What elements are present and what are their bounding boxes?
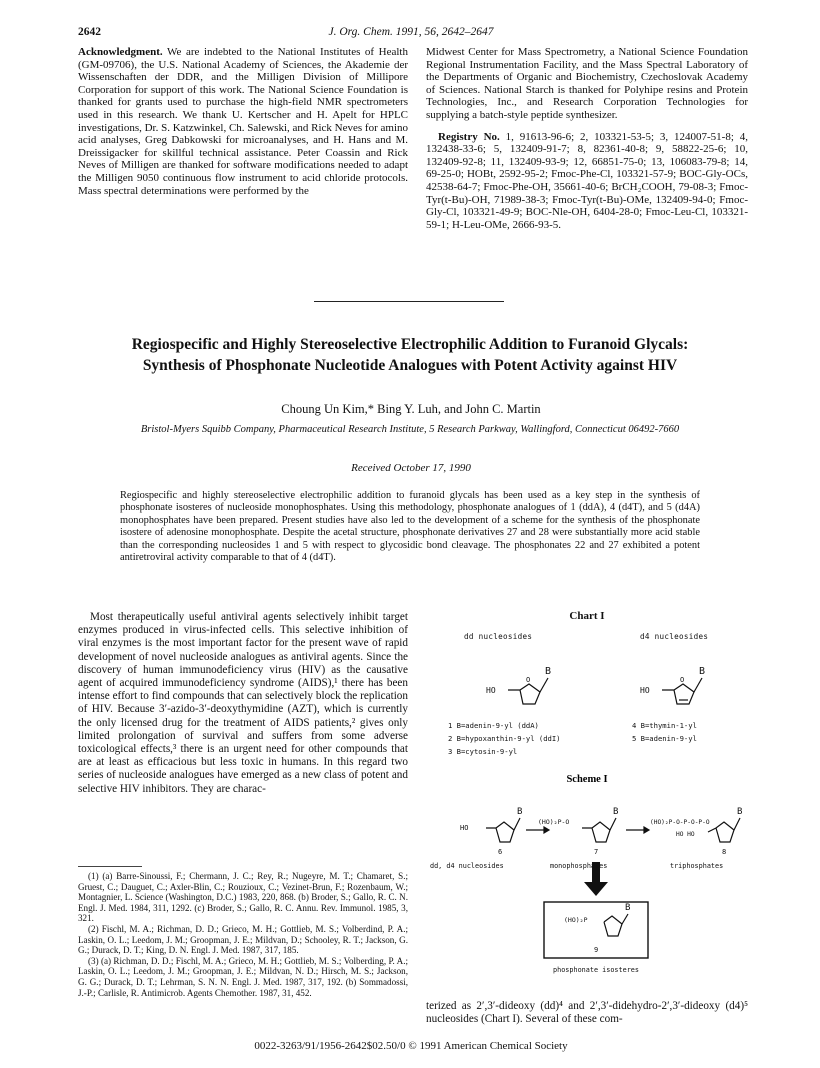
d4-ho-label: HO	[640, 686, 650, 695]
arrow-head-6-7	[544, 827, 549, 833]
dd-ring-bond	[508, 684, 540, 704]
acknowledgment-text: We are indebted to the National Institutes of Health (GM-09706), the U.S. National Academy of Sciences, the Akademie der Wissenschaften der DDR, and the Milligen Division of Millipore Corporation for support of this work. The National Science Foundation is thanked for grants used to purchase the high-field NMR spectrometers used in this research. We thank U. Kertscher and H. Apelt for HPLC investigations, Dr. S. Katzwinkel, Ch. Salewski, and Rick Neves for amino acid analyses, Greg Dabkowski for microanalyses, and H. Hans and M. Dreissigacker for skillful technical assistance. Peter Coassin and Rick Neves of Milligen are thanked for software modifications needed to adapt the Milligen 9050 continuous flow instrument to acid chloride protocols. Mass spectral determinations were performed by the	[78, 46, 408, 197]
label-monophosphates: monophosphates	[550, 862, 608, 870]
intro-paragraph: Most therapeutically useful antiviral agents selectively inhibit target enzymes produced in virus-infected cells. This selective inhibition of viral enzymes is the most important factor for the present wave of rapid development of novel nucleoside analogues as antiviral agents. Since the discovery of human immunodeficiency virus (HIV) as the causative agent of acquired immunodeficiency syndrome (AIDS),¹ there has been intense effort to find compounds that can selectively block the replication of HIV. Because 3′-azido-3′-deoxythymidine (AZT), which is currently the only licensed drug for the treatment of AIDS patients,² gives only limited prolongation of survival and suffers from some adverse toxicological effects,³ there is an urgent need for other compounds that are at least as efficacious but less toxic in humans. In this regard two series of nucleoside analogues have emerged as a new class of potent and selective HIV inhibitors. They are charac-	[78, 611, 408, 795]
dd-b-bond	[540, 678, 548, 692]
scheme-ho-labels: HO HO	[676, 831, 695, 838]
scheme-b-7: B	[613, 807, 619, 817]
article-title: Regiospecific and Highly Stereoselective Electrophilic Addition to Furanoid Glycals: Synthesis of Phosphonate Nucleotide Analogues with Potent Activity against HIV	[131, 336, 689, 374]
scheme-num-7: 7	[594, 848, 599, 856]
scheme-num-8: 8	[722, 848, 727, 856]
label-phosphonate-isosteres: phosphonate isosteres	[553, 966, 639, 974]
label-dd-d4: dd, d4 nucleosides	[430, 862, 504, 870]
footnote-1: (1) (a) Barre-Sinoussi, F.; Chermann, J. C.; Rey, R.; Nugeyre, M. T.; Chamaret, S.; Gruest, C.; Dauguet, C.; Axler-Blin, C.; Rouzioux, C.; Vezinet-Brun, F.; Rozenbaum, W.; Montagnier, L. Science (Washington, D.C.) 1983, 220, 868. (b) Broder, S.; Gallo, R. C. N. Engl. J. Med. 1984, 311, 1292. (c) Broder, S.; Gallo, R. C. Annu. Rev. Immunol. 1985, 3, 321.	[78, 871, 408, 924]
label-triphosphates: triphosphates	[670, 862, 724, 870]
footnote-2: (2) Fischl, M. A.; Richman, D. D.; Grieco, M. H.; Gottlieb, M. S.; Volberdind, P. A.; Laskin, O. L.; Leedom, J. M.; Groopman, J. E.; Mildvan, D.; Schooley, R. T.; Jackson, G. G.; Durack, D. T.; King, D. N. Engl. J. Med. 1987, 317, 185.	[78, 923, 408, 956]
scheme-b-bond-7	[610, 818, 616, 830]
scheme-ring-7	[582, 822, 610, 842]
dd-ho-label: HO	[486, 686, 496, 695]
d4-list-1: 4 B=thymin-1-yl	[632, 721, 697, 730]
phos-b: B	[625, 903, 631, 913]
acknowledgment-section	[78, 46, 408, 197]
dd-list-1: 1 B=adenin-9-yl (ddA)	[448, 721, 539, 730]
page-footer: 0022-3263/91/1956-2642$02.50/0 © 1991 American Chemical Society	[254, 1040, 568, 1052]
phos-num-9: 9	[594, 946, 599, 954]
right-column-top	[426, 46, 748, 231]
dd-list-3: 3 B=cytosin-9-yl	[448, 747, 518, 756]
d4-o-label: O	[680, 676, 685, 684]
chart-title: Chart I	[569, 610, 605, 622]
scheme-num-6: 6	[498, 848, 503, 856]
continuation-paragraph: terized as 2′,3′-dideoxy (dd)⁴ and 2′,3′-didehydro-2′,3′-dideoxy (d4)⁵ nucleosides (Chart I). Several of these com-	[426, 1000, 748, 1026]
scheme-b-6: B	[517, 807, 523, 817]
scheme-ring-8	[708, 822, 734, 842]
scheme-ring-6	[486, 822, 514, 842]
d4-b-bond	[694, 678, 702, 692]
scheme-b-8: B	[737, 807, 743, 817]
article-affiliation: Bristol-Myers Squibb Company, Pharmaceutical Research Institute, 5 Research Parkway, Wallingford, Connecticut 06492-7660	[140, 424, 680, 435]
dd-list-2: 2 B=hypoxanthin-9-yl (ddI)	[448, 734, 561, 743]
registry-heading: Registry No.	[438, 130, 500, 143]
b-bond-9	[622, 914, 628, 924]
arrow-head-7-8	[644, 827, 649, 833]
phos-prefix: (HO)₂P	[564, 916, 588, 924]
d4-ring-bond	[662, 684, 694, 704]
section-divider	[314, 301, 504, 302]
acknowledgment-continued: Midwest Center for Mass Spectrometry, a National Science Foundation Regional Instrumentation Facility, and the Mass Spectral Laboratory of the Departments of Organic and Biochemistry, Czechoslovak Academy of Sciences. National Starch is thanked for Polyhipe resins and Protein Technologies, Inc., and Research Corporation Technologies for supplying a batch-style peptide synthesizer.	[426, 46, 748, 121]
dd-o-label: O	[526, 676, 531, 684]
scheme-tri-prefix: (HO)₂P-O-P-O-P-O	[650, 819, 710, 826]
dd-b-label: B	[545, 666, 552, 677]
footnote-3: (3) (a) Richman, D. D.; Fischl, M. A.; Grieco, M. H.; Gottlieb, M. S.; Volberding, P. A.; Laskin, O. L.; Leedom, J. M.; Groopman, J. E.; Mildvan, N. D.; Hirsch, M. S.; Jackson, G. G.; Durack, D. T.; Lehrman, S. N. N. Engl. J. Med. 1987, 317, 192. (b) Sommadossi, J.-P.; Carlisle, R. Antimicrob. Agents Chemother. 1987, 31, 452.	[78, 955, 408, 998]
d4-list-2: 5 B=adenin-9-yl	[632, 734, 697, 743]
abstract: Regiospecific and highly stereoselective electrophilic addition to furanoid glycals has been used as a key step in the synthesis of phosphonate isosteres of nucleoside monophosphates. Using this methodology, phosphonate analogues of 1 (ddA), 4 (d4T), and 5 (d4A) monophosphates have been prepared. Present studies have also led to the development of a scheme for the synthesis of the phosphonate isostere of adenosine monophosphate. Despite the acetal structure, phosphonate derivatives 27 and 28 were substantially more acid stable than the corresponding nucleosides 1 and 5 with respect to glycosidic bond cleavage. The phosphonates 22 and 27 exhibited a potent antiretroviral activity comparable to that of 4 (d4T).	[120, 490, 700, 564]
registry-text: 1, 91613-96-6; 2, 103321-53-5; 3, 124007-51-8; 4, 132438-33-6; 5, 132409-91-7; 8, 82361-40-8; 9, 58822-25-6; 10, 132409-92-8; 11, 132409-93-9; 12, 66851-75-0; 13, 106083-79-8; 14, 69-25-0; HOBt, 2592-95-2; Fmoc-Phe-Cl, 103321-57-9; BOC-Gly-OCs, 42538-64-7; Fmoc-Phe-OH, 35661-40-6; BrCH₂COOH, 79-08-3; Fmoc-Tyr(t-Bu)-OH, 71989-38-3; Fmoc-Tyr(t-Bu)-OMe, 132409-94-0; Fmoc-Gly-Cl, 103321-49-9; BOC-Nle-OH, 6404-28-0; Fmoc-Leu-Cl, 103321-59-1; H-Leu-OMe, 2666-93-5.	[426, 130, 748, 231]
scheme-b-bond-8	[734, 818, 740, 830]
ring-9	[604, 916, 622, 936]
journal-citation: J. Org. Chem. 1991, 56, 2642–2647	[328, 26, 494, 38]
article-authors: Choung Un Kim,* Bing Y. Luh, and John C. Martin	[281, 402, 541, 416]
received-date: Received October 17, 1990	[351, 462, 471, 474]
d4-b-label: B	[699, 666, 706, 677]
chart-figure	[426, 610, 748, 996]
page-number: 2642	[78, 26, 101, 38]
scheme-title: Scheme I	[566, 774, 608, 785]
chart-structures	[426, 610, 748, 996]
big-arrow-head	[584, 882, 608, 896]
footnote-rule	[78, 866, 142, 867]
scheme-mono-prefix: (HO)₂P-O	[538, 818, 570, 826]
registry-section	[426, 131, 748, 232]
acknowledgment-heading: Acknowledgment.	[78, 46, 163, 58]
dd-heading: dd nucleosides	[464, 632, 533, 641]
scheme-ho-6: HO	[460, 824, 469, 832]
d4-heading: d4 nucleosides	[640, 632, 709, 641]
scheme-b-bond-6	[514, 818, 520, 830]
footnotes	[78, 871, 408, 998]
